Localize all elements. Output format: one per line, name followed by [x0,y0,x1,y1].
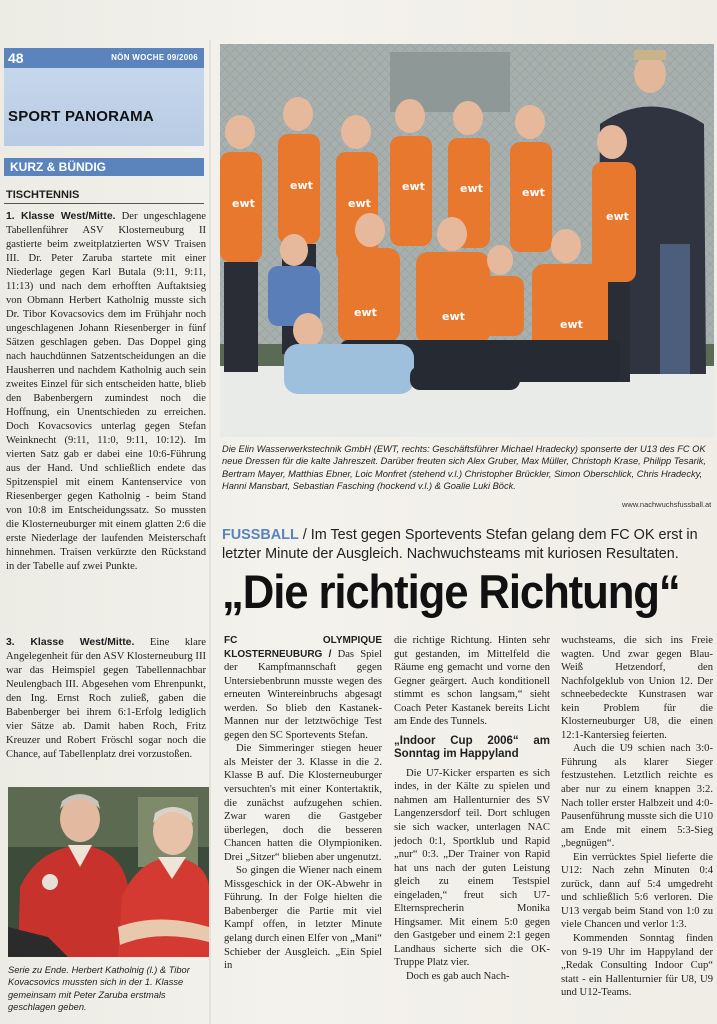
players-photo-image [8,787,209,957]
svg-text:ewt: ewt [402,180,425,193]
page-number: 48 [8,50,24,66]
svg-text:ewt: ewt [442,310,465,323]
section-banner [4,68,204,146]
svg-text:ewt: ewt [354,306,377,319]
team-photo [220,44,714,437]
article-headline: „Die richtige Richtung“ [222,565,680,618]
svg-text:ewt: ewt [232,197,255,210]
subsection-bar: KURZ & BÜNDIG [4,158,204,176]
players-photo [8,787,209,957]
issue-label: NÖN WOCHE 09/2006 [111,53,198,62]
paragraph-text: Das Spiel der Kampfmannschaft gegen Untersiebenbrunn musste wegen des erneuten Wintereinbruchs abgesagt werden. So blieb den Kastanek-Mannen nur der letztwöchige Test gegen den SC Sportevents Stefan. [224,648,382,741]
page-header-bar [4,48,204,68]
column-paragraph: Die Simmeringer stiegen heuer als Meister der 3. Klasse in die 2. Klasse B auf. Die Klosterneuburger versuchten's mit einer Kontertaktik, die zunächst aufzugehen schien. Zwar waren die Gastgeber überlegen, doch die besseren Chancen hatten die Olympioniken. Drei „Sitzer“ blieben aber ungenutzt. [224,743,382,863]
svg-text:ewt: ewt [560,318,583,331]
article-subhead: „Indoor Cup 2006“ am Sonntag im Happyland [394,734,550,761]
players-photo-caption: Serie zu Ende. Herbert Katholnig (l.) & Tibor Kovacsovics mussten sich in der 1. Klasse gemeinsam mit Peter Zaruba erstmals geschlagen geben. [8,965,190,1013]
article-dateline: FC OLYMPIQUE KLOSTERNEUBURG / [224,635,382,660]
svg-text:ewt: ewt [522,186,545,199]
paragraph-text: Der ungeschlagene Tabellenführer ASV Klosterneuburg II gastierte beim zweitplatzierten WSV Traisen III. Dr. Peter Zaruba startete mit einer Niederlage gegen Karl Butala (9:11, 9:11, 11:13) und nach dem erhofften Auftaktsieg von Obmann Herbert Katholnig musste sich Dr. Tibor Kovacsovics dem im Frühjahr noch ungeschlagenen Johann Riesenberger in fünf Sätzen geschlagen geben. Das Doppel ging nach hauchdünnen Satzentscheidungen an die Hausherren und nachdem Katholnig auch sein zweites Einzel für sich entscheiden hatte, blieb den Babenbergern zumindest noch die Hoffnung, ein Unentschieden zu erreichen. Doch Kovacsovics unterlag gegen Stefan Weinknecht (9:11, 11:0, 9:11, 10:12). Im vierten Satz gab er dabei eine 10:6-Führung aus der Hand. Und schließlich endete das Spitzenspiel mit einem Kantenservice von Riesenberger gegen Katholnig - beim Stand von 10:8 im Entscheidungssatz. So mussten die Klosterneuburger mit einem glatten 2:6 die erste Niederlage der laufenden Meisterschaft hinnehmen. Traisen verkürzte den Rückstand in der Tabelle auf zwei Punkte. [6,211,206,572]
column-paragraph [224,634,382,742]
tischtennis-paragraph-2 [6,636,206,762]
column-paragraph: wuchsteams, die sich ins Freie wagten. Und zwar gegen Blau-Weiß Hetzendorf, den Nachfolgeklub von Union 12. Der schneebedeckte Kunstrasen war kein Problem für die Klosterneuburger U8, die einen 12:1-Kantersieg feierten. [561,635,713,741]
article-kicker: FUSSBALL [222,527,299,543]
column-paragraph: die richtige Richtung. Hinten sehr gut gestanden, im Mittelfeld die Räume eng gemacht und vorne den Gegner geärgert. Auch konditionell stimmt es schon langsam,“ sieht Coach Peter Kastanek bereits Licht am Ende des Tunnels. [394,635,550,728]
photo-credit-url: www.nachwuchsfussball.at [622,500,712,509]
paragraph-text: Eine klare Angelegenheit für den ASV Klosterneuburg III war das Heimspiel gegen Tabellennachbar Neulengbach III. Abgesehen vom Ehrenpunkt, den Ing. Ernst Roch zuließ, gaben die Babenberger bei ihrem 6:1-Erfolg lediglich vier Sätze ab. Damit haben Roch, Fritz Kreuzer und Robert Fröschl sogar noch die Chance, auf Tabellenplatz drei vorzustoßen. [6,637,206,760]
article-column-1 [224,634,382,973]
column-paragraph: Auch die U9 schien nach 3:0-Führung als klarer Sieger festzustehen. Letztlich reichte es aber nur zu einem knappen 3:2. Nach toller erster Halbzeit und 4:0-Pausenführung musste sich die U10 am Ende mit einem 5:3-Sieg „begnügen“. [561,743,713,850]
paragraph-lead: 1. Klasse West/Mitte. [6,211,116,222]
article-teaser [222,526,712,564]
section-title: SPORT PANORAMA [8,108,154,125]
column-paragraph: So gingen die Wiener nach einem Missgeschick in der OK-Abwehr in Führung. In der Folge hielten die Babenberger die Partie mit viel Kampf offen, in letzter Minute gelang durch einen Elfer von „Mani“ Schieber der Ausgleich. „Ein Spiel in [224,865,382,972]
category-rule [4,203,204,204]
team-photo-caption: Die Elin Wasserwerkstechnik GmbH (EWT, rechts: Geschäftsführer Michael Hradecky) sponserte der U13 des FC OK neue Dressen für die kalte Jahreszeit. Darüber freuten sich Alex Gruber, Max Müller, Christoph Krase, Philipp Tesarik, Bertram Mayer, Matthias Ebner, Loic Monfret (stehend v.l.) Christopher Brückler, Simon Oberschlick, Chris Hradecky, Hanni Mansbart, Sebastian Fasching (hockend v.l.) & Goalie Luki Böck. [222,444,707,492]
page-divider [209,40,211,1024]
kicker-separator: / [302,527,311,543]
article-column-2 [394,634,550,984]
column-paragraph: Kommenden Sonntag finden von 9-19 Uhr im Happyland der „Redak Consulting Indoor Cup“ statt - ein Hallenturnier für U8, U9 und U12-Teams. [561,933,713,999]
column-paragraph: Die U7-Kicker ersparten es sich indes, in der Kälte zu spielen und nahmen am Hallenturnier des SV Langenzersdorf teil. Dort schlugen sie sich wacker, unterlagen NAC jedoch 0:1, Sportklub und Rapid „nur“ 0:3. „Der Trainer von Rapid hat uns nach der guten Leistung gleich zu einem Testspiel eingeladen,“ freut sich U7-Elternsprecherin Monika Hingsamer. Mit einem 5:0 gegen den Gastgeber und einem 2:1 gegen Landhaus sicherte sich die OK-Truppe Platz vier. [394,767,550,969]
team-photo-image [220,44,714,437]
svg-text:ewt: ewt [606,210,629,223]
column-paragraph: Doch es gab auch Nach- [406,971,510,983]
svg-text:ewt: ewt [460,182,483,195]
svg-text:ewt: ewt [290,179,313,192]
column-paragraph: Ein verrücktes Spiel lieferte die U12: Nach zehn Minuten 0:4 zurück, dann auf 5:4 umgedreht und schließlich 5:6 verloren. Die U13 vergab beim Stand von 1:0 zu viele Chancen und verlor 1:3. [561,851,713,931]
paragraph-lead: 3. Klasse West/Mitte. [6,637,135,648]
svg-text:ewt: ewt [348,197,371,210]
article-column-3 [561,634,713,1000]
tischtennis-paragraph-1 [6,210,206,574]
category-title: TISCHTENNIS [6,189,80,201]
teaser-text: Im Test gegen Sportevents Stefan gelang dem FC OK erst in letzter Minute der Ausgleich. Nachwuchsteams mit kuriosen Resultaten. [222,527,698,562]
